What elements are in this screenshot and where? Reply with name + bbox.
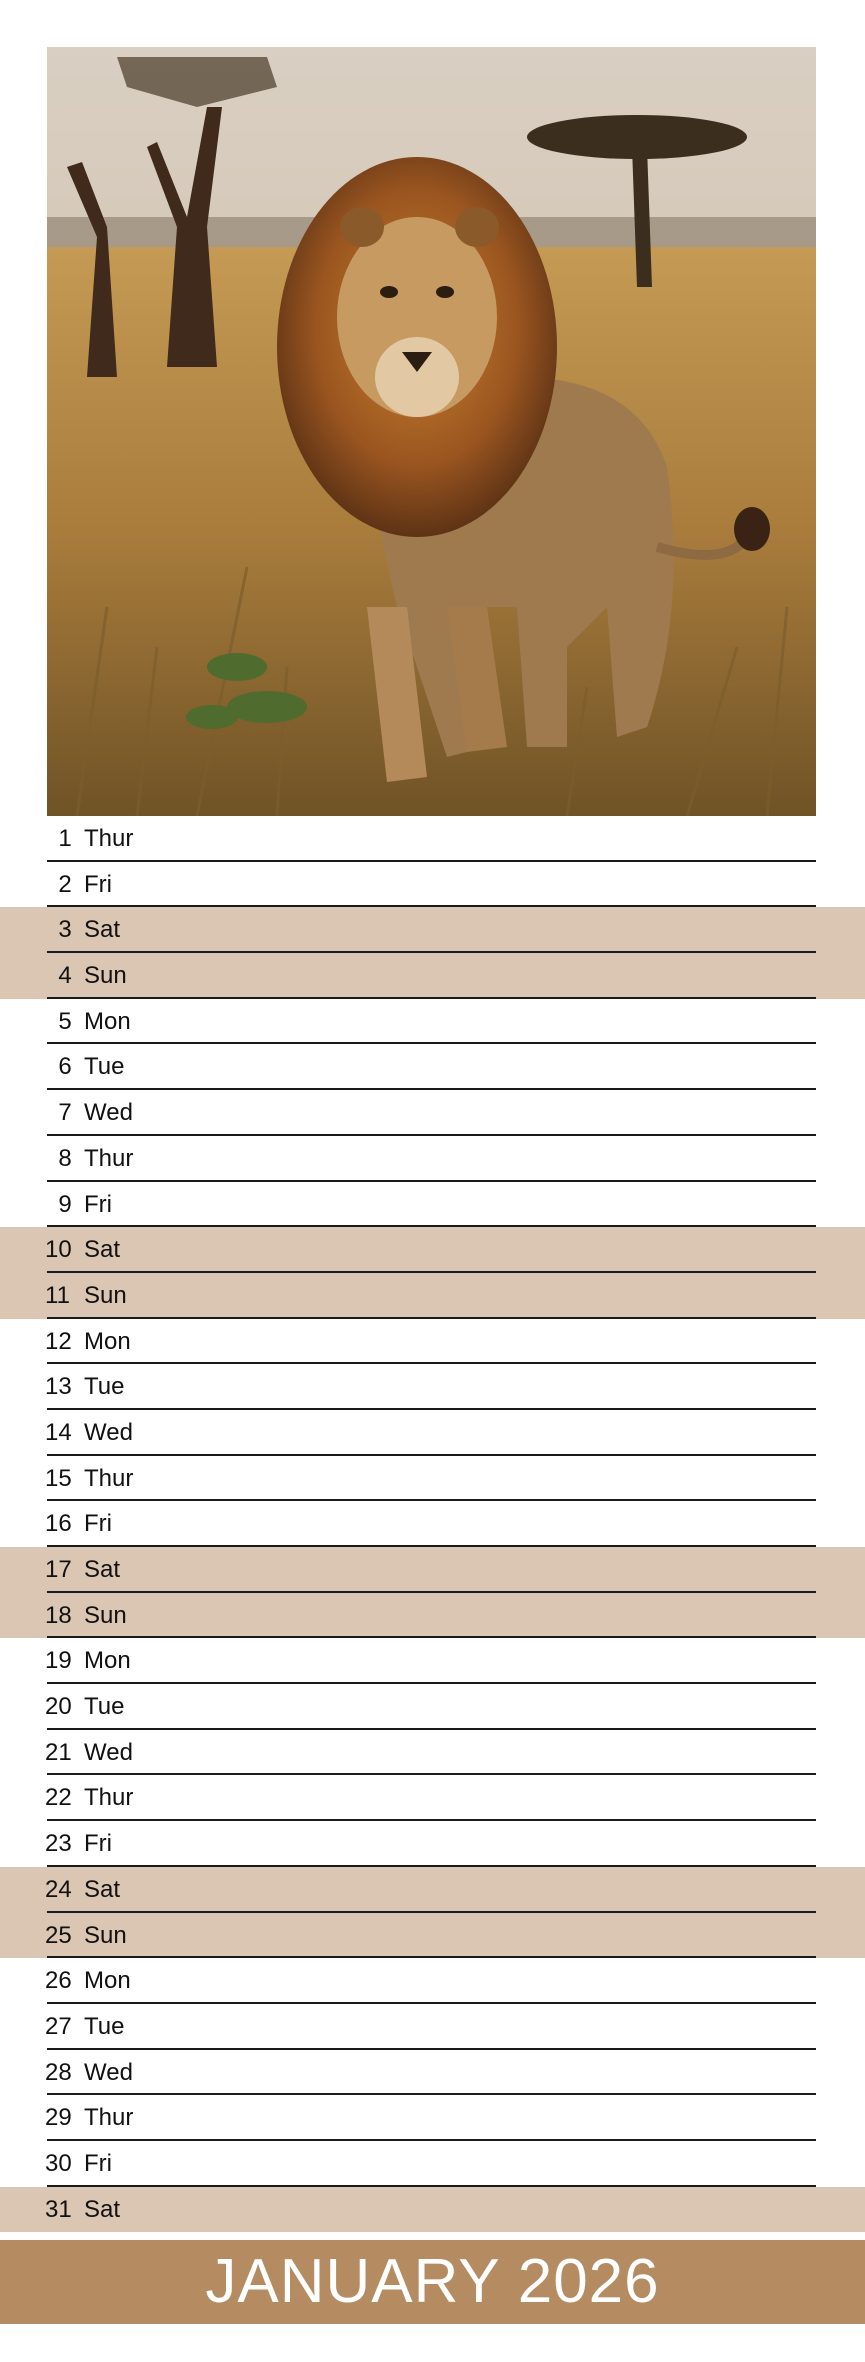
day-number: 26 bbox=[45, 1967, 72, 1995]
day-row bbox=[0, 816, 865, 862]
day-row bbox=[0, 1593, 865, 1639]
day-of-week: Tue bbox=[84, 2012, 125, 2040]
day-number: 27 bbox=[45, 2012, 72, 2040]
day-of-week: Fri bbox=[84, 870, 112, 898]
day-row bbox=[0, 1821, 865, 1867]
day-of-week: Mon bbox=[84, 1007, 131, 1035]
day-row bbox=[0, 1775, 865, 1821]
day-row bbox=[0, 1456, 865, 1502]
day-row bbox=[0, 1684, 865, 1730]
day-row bbox=[0, 2095, 865, 2141]
day-row bbox=[0, 2004, 865, 2050]
day-number: 4 bbox=[58, 962, 72, 990]
day-of-week: Wed bbox=[84, 1418, 133, 1446]
day-row bbox=[0, 1090, 865, 1136]
day-number: 22 bbox=[45, 1784, 72, 1812]
day-number: 24 bbox=[45, 1875, 72, 1903]
day-number: 6 bbox=[58, 1053, 72, 1081]
day-row bbox=[0, 1319, 865, 1365]
day-of-week: Thur bbox=[84, 1464, 134, 1492]
day-number: 20 bbox=[45, 1693, 72, 1721]
lion-savanna-illustration bbox=[47, 47, 816, 816]
day-row bbox=[0, 862, 865, 908]
day-of-week: Thur bbox=[84, 1144, 134, 1172]
day-of-week: Wed bbox=[84, 2058, 133, 2086]
day-row bbox=[0, 1410, 865, 1456]
day-of-week: Tue bbox=[84, 1053, 125, 1081]
day-of-week: Mon bbox=[84, 1327, 131, 1355]
day-number: 30 bbox=[45, 2149, 72, 2177]
day-number: 16 bbox=[45, 1510, 72, 1538]
day-number: 28 bbox=[45, 2058, 72, 2086]
day-of-week: Tue bbox=[84, 1693, 125, 1721]
day-row bbox=[0, 1136, 865, 1182]
day-row bbox=[0, 1958, 865, 2004]
day-number: 2 bbox=[58, 870, 72, 898]
day-number: 18 bbox=[45, 1601, 72, 1629]
day-row bbox=[0, 1547, 865, 1593]
day-of-week: Sun bbox=[84, 1601, 127, 1629]
day-row bbox=[0, 2187, 865, 2233]
day-row bbox=[0, 1730, 865, 1776]
day-row bbox=[0, 1913, 865, 1959]
day-number: 11 bbox=[45, 1281, 70, 1309]
day-of-week: Fri bbox=[84, 2149, 112, 2177]
day-number: 23 bbox=[45, 1830, 72, 1858]
day-of-week: Thur bbox=[84, 825, 134, 852]
month-title: JANUARY 2026 bbox=[205, 2247, 660, 2316]
day-of-week: Wed bbox=[84, 1099, 133, 1127]
lion-photo bbox=[47, 47, 816, 816]
day-number: 15 bbox=[45, 1464, 72, 1492]
day-number: 1 bbox=[58, 825, 72, 852]
day-number: 17 bbox=[45, 1556, 72, 1583]
day-of-week: Fri bbox=[84, 1830, 112, 1858]
day-of-week: Mon bbox=[84, 1647, 131, 1675]
day-number: 7 bbox=[58, 1099, 72, 1127]
day-of-week: Thur bbox=[84, 2104, 134, 2132]
day-row bbox=[0, 1273, 865, 1319]
day-of-week: Fri bbox=[84, 1510, 112, 1538]
day-number: 10 bbox=[45, 1236, 72, 1264]
day-of-week: Tue bbox=[84, 1373, 125, 1401]
day-number: 31 bbox=[45, 2195, 72, 2223]
day-of-week: Thur bbox=[84, 1784, 134, 1812]
day-list bbox=[0, 816, 865, 2232]
day-row bbox=[0, 1044, 865, 1090]
day-of-week: Sun bbox=[84, 962, 127, 990]
month-title-banner bbox=[0, 2240, 865, 2324]
day-of-week: Fri bbox=[84, 1190, 112, 1218]
day-number: 9 bbox=[58, 1190, 72, 1218]
day-row bbox=[0, 907, 865, 953]
day-of-week: Sat bbox=[84, 1556, 121, 1583]
day-number: 29 bbox=[45, 2104, 72, 2132]
day-row bbox=[0, 1867, 865, 1913]
day-number: 12 bbox=[45, 1327, 72, 1355]
day-number: 25 bbox=[45, 1921, 72, 1949]
day-of-week: Sat bbox=[84, 1236, 121, 1264]
day-of-week: Mon bbox=[84, 1967, 131, 1995]
day-number: 19 bbox=[45, 1647, 72, 1675]
day-row bbox=[0, 1227, 865, 1273]
day-row bbox=[0, 999, 865, 1045]
day-of-week: Wed bbox=[84, 1738, 133, 1766]
day-row bbox=[0, 2050, 865, 2096]
day-row bbox=[0, 1182, 865, 1228]
day-number: 13 bbox=[45, 1373, 72, 1401]
day-number: 5 bbox=[58, 1007, 72, 1035]
day-of-week: Sat bbox=[84, 2195, 121, 2223]
day-number: 21 bbox=[45, 1738, 72, 1766]
day-row bbox=[0, 2141, 865, 2187]
day-number: 8 bbox=[58, 1144, 72, 1172]
day-row bbox=[0, 1501, 865, 1547]
day-row bbox=[0, 1638, 865, 1684]
day-number: 14 bbox=[45, 1418, 72, 1446]
day-of-week: Sun bbox=[84, 1281, 127, 1309]
day-number: 3 bbox=[58, 916, 72, 944]
day-of-week: Sat bbox=[84, 1875, 121, 1903]
day-row bbox=[0, 953, 865, 999]
day-of-week: Sun bbox=[84, 1921, 127, 1949]
day-row bbox=[0, 1364, 865, 1410]
day-of-week: Sat bbox=[84, 916, 121, 944]
